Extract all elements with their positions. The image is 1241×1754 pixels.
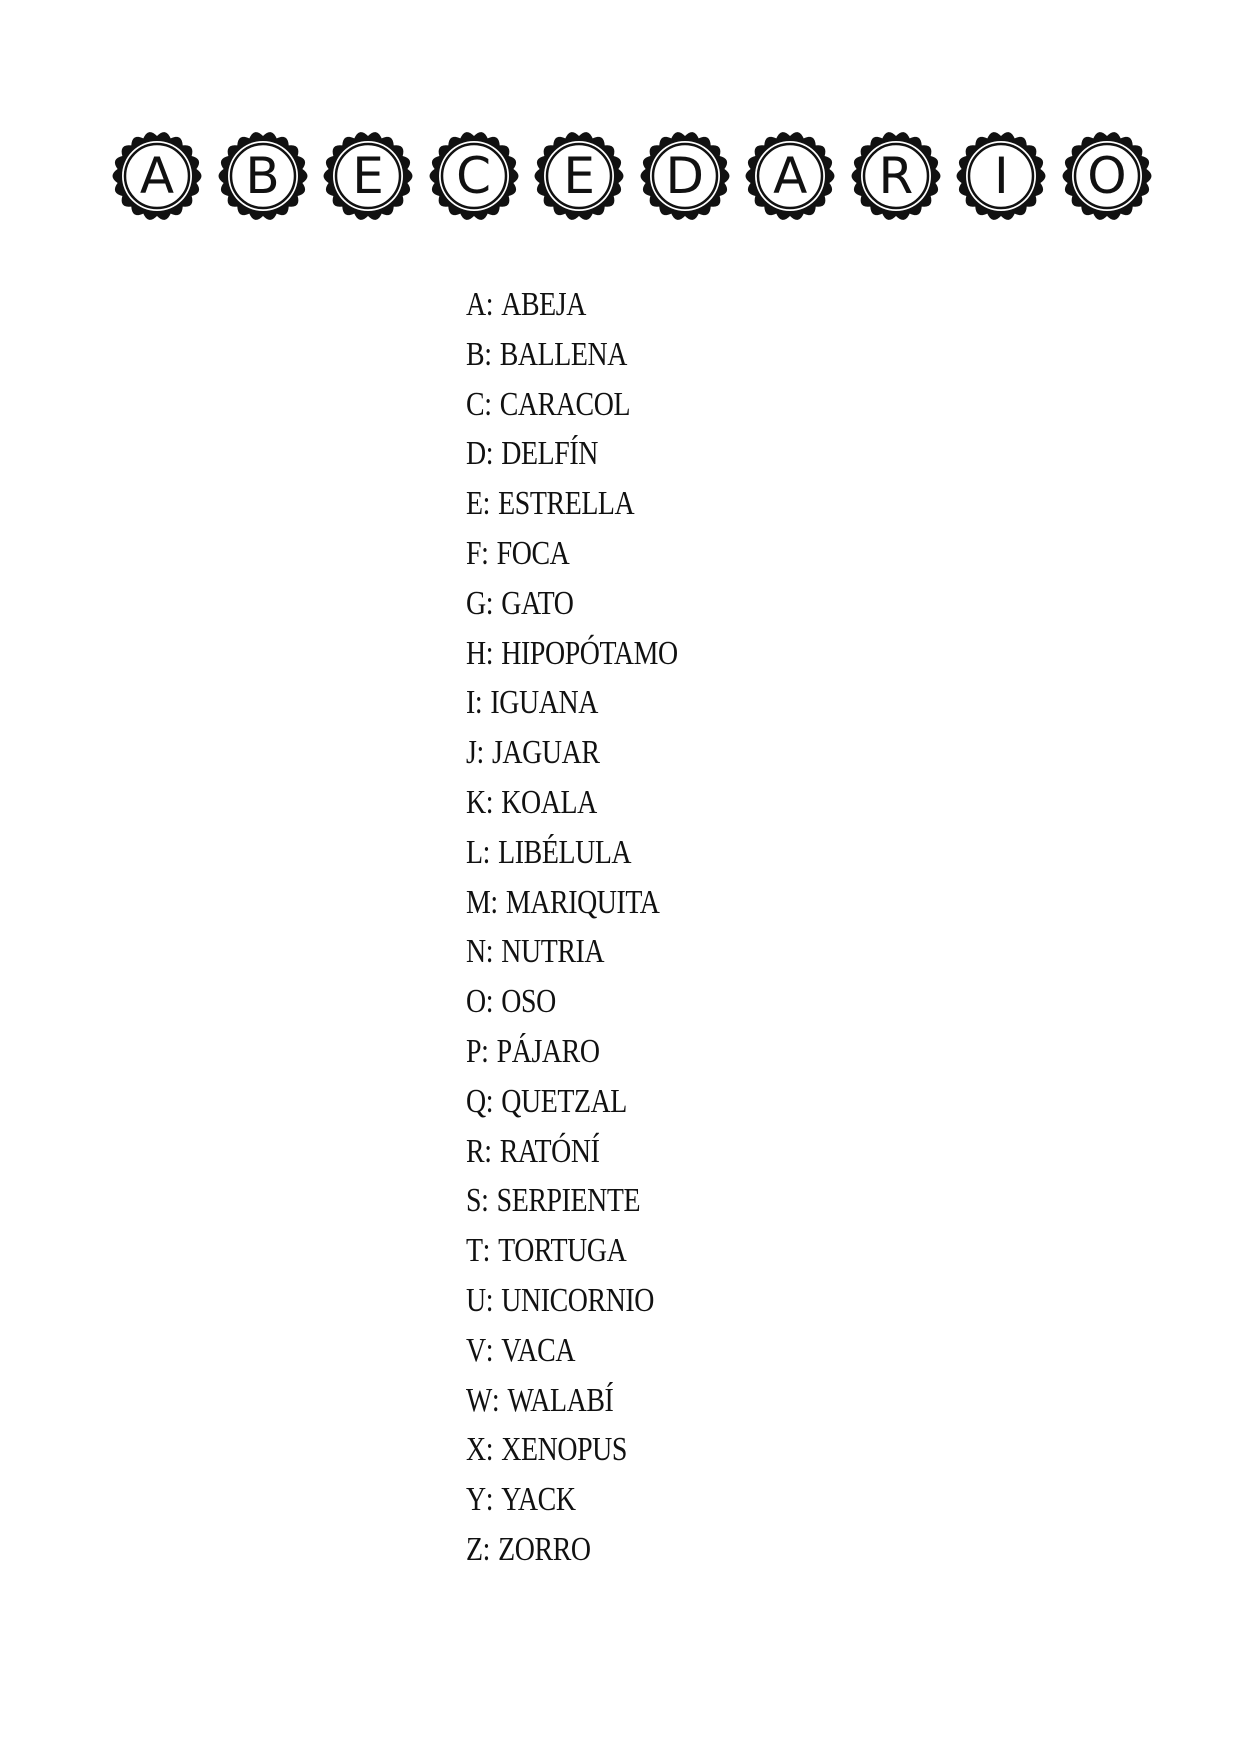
list-item-separator: : bbox=[484, 385, 492, 423]
list-item-separator: : bbox=[481, 1032, 489, 1070]
title-letter-badge bbox=[640, 131, 730, 221]
list-item bbox=[466, 380, 678, 430]
list-item bbox=[466, 629, 678, 679]
list-item-word: GATO bbox=[501, 584, 574, 622]
list-item-separator: : bbox=[485, 1331, 494, 1369]
list-item bbox=[466, 1525, 678, 1575]
list-item-separator: : bbox=[482, 1232, 490, 1270]
list-item-word: VACA bbox=[501, 1331, 576, 1369]
list-item-separator: : bbox=[485, 783, 494, 821]
list-item-word: NUTRIA bbox=[501, 933, 605, 971]
list-item-letter: A bbox=[466, 286, 486, 323]
list-item-letter: L bbox=[466, 833, 483, 871]
list-item-separator: : bbox=[484, 1132, 492, 1170]
list-item bbox=[466, 1475, 678, 1525]
list-item bbox=[466, 778, 678, 828]
list-item-word: CARACOL bbox=[499, 385, 631, 423]
alphabet-list bbox=[466, 280, 724, 1575]
list-item-separator: : bbox=[481, 534, 489, 572]
list-item bbox=[466, 1226, 678, 1276]
title-letter: O bbox=[1087, 147, 1127, 205]
list-item-word: XENOPUS bbox=[501, 1431, 627, 1469]
list-item bbox=[466, 1276, 678, 1326]
list-item bbox=[466, 927, 678, 977]
list-item-word: MARIQUITA bbox=[505, 883, 660, 921]
list-item-separator: : bbox=[482, 833, 490, 871]
title-letter: E bbox=[352, 147, 384, 205]
list-item-separator: : bbox=[485, 1082, 494, 1120]
list-item-separator: : bbox=[476, 734, 484, 772]
list-item-separator: : bbox=[482, 1530, 490, 1568]
list-item-separator: : bbox=[485, 584, 494, 622]
list-item-separator: : bbox=[485, 933, 494, 971]
list-item bbox=[466, 878, 678, 928]
list-item-letter: G bbox=[466, 584, 486, 622]
list-item-separator: : bbox=[485, 1281, 494, 1319]
list-item-letter: Y bbox=[466, 1481, 486, 1519]
list-item-letter: O bbox=[466, 983, 486, 1021]
list-item-word: ESTRELLA bbox=[498, 485, 635, 523]
title-letter-badge bbox=[851, 131, 941, 221]
title-letter: A bbox=[139, 147, 175, 205]
list-item bbox=[466, 280, 678, 330]
list-item-letter: X bbox=[466, 1431, 486, 1469]
list-item-word: FOCA bbox=[496, 534, 570, 572]
list-item-separator: : bbox=[485, 1431, 494, 1469]
list-item-letter: S bbox=[466, 1182, 482, 1220]
list-item-word: DELFÍN bbox=[501, 435, 598, 473]
title-letter: R bbox=[878, 147, 914, 205]
list-item-word: PÁJARO bbox=[496, 1032, 600, 1070]
list-item-separator: : bbox=[474, 684, 483, 722]
title-letter-badge bbox=[429, 131, 519, 221]
list-item-letter: P bbox=[466, 1032, 482, 1070]
list-item-letter: T bbox=[466, 1232, 483, 1270]
list-item-separator: : bbox=[482, 485, 490, 523]
list-item-separator: : bbox=[485, 983, 494, 1021]
list-item bbox=[466, 1127, 678, 1177]
list-item-letter: F bbox=[466, 534, 482, 572]
list-item bbox=[466, 1077, 678, 1127]
list-item bbox=[466, 429, 678, 479]
list-item-word: WALABÍ bbox=[507, 1381, 614, 1419]
list-item-separator: : bbox=[484, 335, 492, 373]
title-letter: D bbox=[665, 147, 704, 205]
title-letter-badge bbox=[112, 131, 202, 221]
list-item bbox=[466, 579, 678, 629]
title-letter: C bbox=[456, 147, 492, 205]
list-item-letter: H bbox=[466, 634, 486, 672]
list-item-word: QUETZAL bbox=[501, 1082, 627, 1120]
list-item-word: JAGUAR bbox=[491, 734, 600, 772]
list-item-word: HIPOPÓTAMO bbox=[501, 634, 678, 672]
list-item-separator: : bbox=[485, 634, 494, 672]
list-item-word: UNICORNIO bbox=[501, 1281, 655, 1319]
list-item-separator: : bbox=[485, 435, 494, 473]
title-letter: I bbox=[994, 147, 1009, 205]
title-badges bbox=[112, 128, 1152, 224]
list-item-word: LIBÉLULA bbox=[498, 833, 632, 871]
title-letter-badge bbox=[534, 131, 624, 221]
list-item-letter: J bbox=[466, 734, 477, 772]
list-item-word: OSO bbox=[501, 983, 556, 1021]
list-item-letter: B bbox=[466, 335, 485, 373]
list-item bbox=[466, 828, 678, 878]
list-item-word: BALLENA bbox=[499, 335, 627, 373]
list-item bbox=[466, 1027, 678, 1077]
list-item-word: ABEJA bbox=[501, 286, 586, 323]
list-item bbox=[466, 977, 678, 1027]
list-item-letter: D bbox=[466, 435, 486, 473]
list-item bbox=[466, 1425, 678, 1475]
list-item-letter: N bbox=[466, 933, 486, 971]
list-item bbox=[466, 1326, 678, 1376]
list-item-letter: I bbox=[466, 684, 475, 722]
list-item bbox=[466, 678, 678, 728]
list-item-word: YACK bbox=[501, 1481, 576, 1519]
title-letter-badge bbox=[745, 131, 835, 221]
list-item-separator: : bbox=[485, 1481, 494, 1519]
list-item bbox=[466, 529, 678, 579]
title-letter-badge bbox=[1062, 131, 1152, 221]
list-item-letter: U bbox=[466, 1281, 486, 1319]
list-item-word: ZORRO bbox=[498, 1530, 591, 1568]
list-item-word: IGUANA bbox=[490, 684, 598, 722]
list-item-word: KOALA bbox=[501, 783, 597, 821]
list-item bbox=[466, 479, 678, 529]
title-letter: A bbox=[773, 147, 808, 205]
list-item bbox=[466, 728, 678, 778]
list-item bbox=[466, 330, 678, 380]
list-item-letter: E bbox=[466, 485, 483, 523]
list-item-word: RATÓNÍ bbox=[499, 1132, 600, 1170]
list-item-letter: C bbox=[466, 385, 485, 423]
title-letter-badge bbox=[323, 131, 413, 221]
title-letter-badge bbox=[218, 131, 308, 221]
list-item bbox=[466, 1376, 678, 1426]
list-item-letter: V bbox=[466, 1331, 486, 1369]
list-item-word: SERPIENTE bbox=[496, 1182, 641, 1220]
list-item bbox=[466, 1176, 678, 1226]
list-item-letter: M bbox=[466, 883, 491, 921]
list-item-separator: : bbox=[485, 286, 494, 323]
list-item-separator: : bbox=[491, 1381, 500, 1419]
list-item-separator: : bbox=[481, 1182, 489, 1220]
list-item-word: TORTUGA bbox=[498, 1232, 627, 1270]
title-letter: E bbox=[563, 147, 595, 205]
list-item-letter: R bbox=[466, 1132, 485, 1170]
title-letter: B bbox=[245, 147, 280, 205]
list-item-letter: K bbox=[466, 783, 486, 821]
title-letter-badge bbox=[956, 131, 1046, 221]
list-item-separator: : bbox=[490, 883, 498, 921]
list-item-letter: Q bbox=[466, 1082, 486, 1120]
list-item-letter: W bbox=[466, 1381, 492, 1419]
list-item-letter: Z bbox=[466, 1530, 483, 1568]
